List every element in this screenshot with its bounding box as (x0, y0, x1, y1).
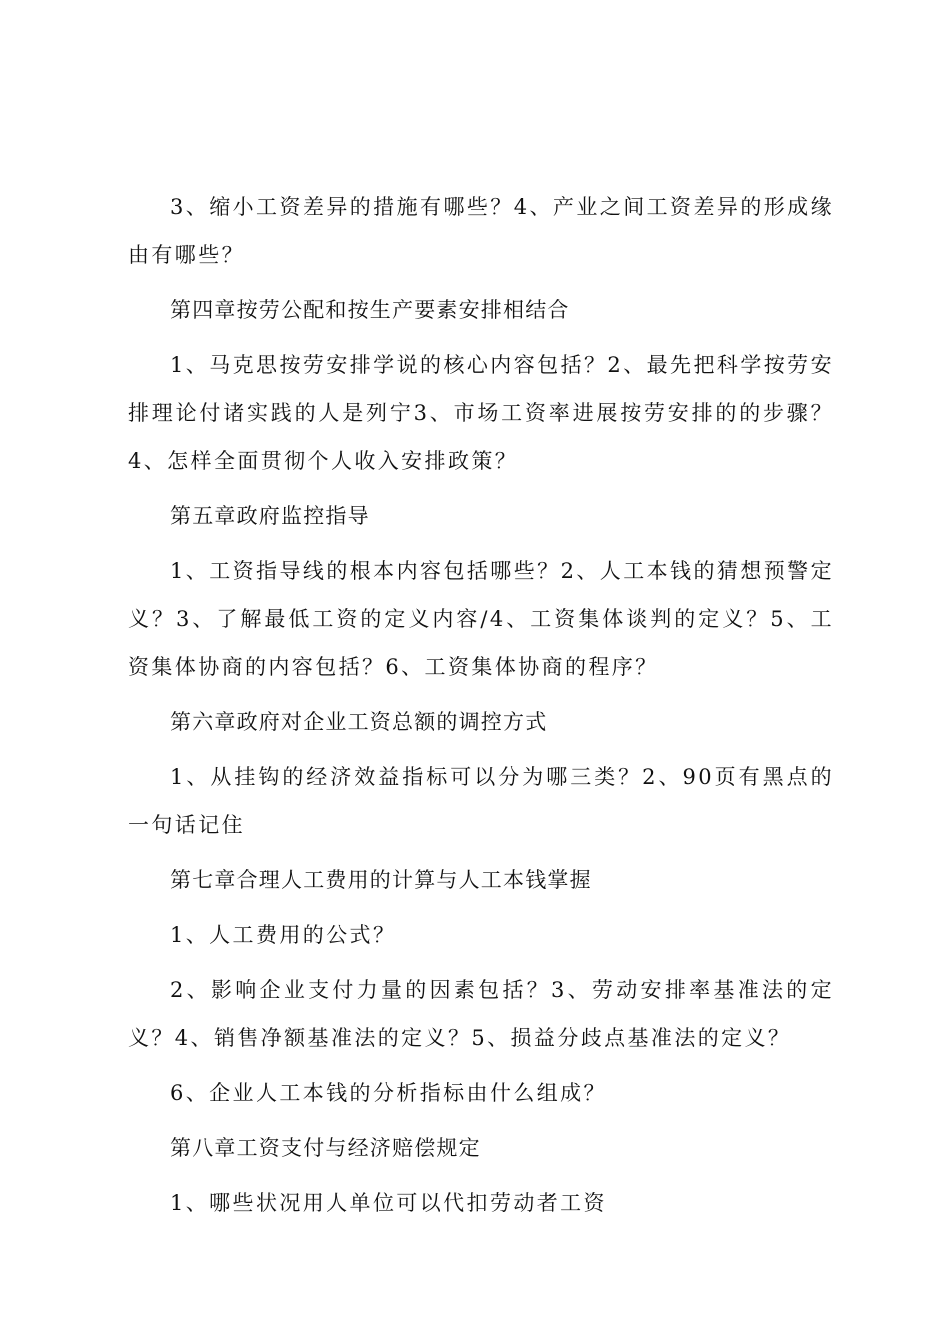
chapter-5-heading: 第五章政府监控指导 (170, 504, 370, 528)
paragraph-q3-q4-wage-gap: 3、缩小工资差异的措施有哪些？4、产业之间工资差异的形成缘由有哪些？ (128, 195, 834, 267)
paragraph-chapter-7-q1: 1、人工费用的公式？ (170, 923, 397, 947)
paragraph-chapter-6-questions: 1、从挂钩的经济效益指标可以分为哪三类？2、90页有黑点的一句话记住 (128, 765, 834, 837)
paragraph-chapter-5-questions: 1、工资指导线的根本内容包括哪些？2、人工本钱的猜想预警定义？3、了解最低工资的定义内容/4、工资集体谈判的定义？5、工资集体协商的内容包括？6、工资集体协商的程序？ (128, 559, 834, 679)
chapter-7-heading: 第七章合理人工费用的计算与人工本钱掌握 (170, 868, 592, 892)
chapter-8-heading: 第八章工资支付与经济赔偿规定 (170, 1136, 481, 1160)
document-body (128, 183, 834, 1234)
paragraph-chapter-7-q2-q5: 2、影响企业支付力量的因素包括？3、劳动安排率基准法的定义？4、销售净额基准法的定义？5、损益分歧点基准法的定义？ (128, 978, 834, 1050)
chapter-6-heading: 第六章政府对企业工资总额的调控方式 (170, 710, 548, 734)
paragraph-chapter-8-q1: 1、哪些状况用人单位可以代扣劳动者工资 (170, 1191, 607, 1215)
paragraph-chapter-4-questions: 1、马克思按劳安排学说的核心内容包括？2、最先把科学按劳安排理论付诸实践的人是列宁3、市场工资率进展按劳安排的的步骤？4、怎样全面贯彻个人收入安排政策？ (128, 353, 834, 473)
chapter-4-heading: 第四章按劳公配和按生产要素安排相结合 (170, 298, 570, 322)
paragraph-chapter-7-q6: 6、企业人工本钱的分析指标由什么组成？ (170, 1081, 607, 1105)
